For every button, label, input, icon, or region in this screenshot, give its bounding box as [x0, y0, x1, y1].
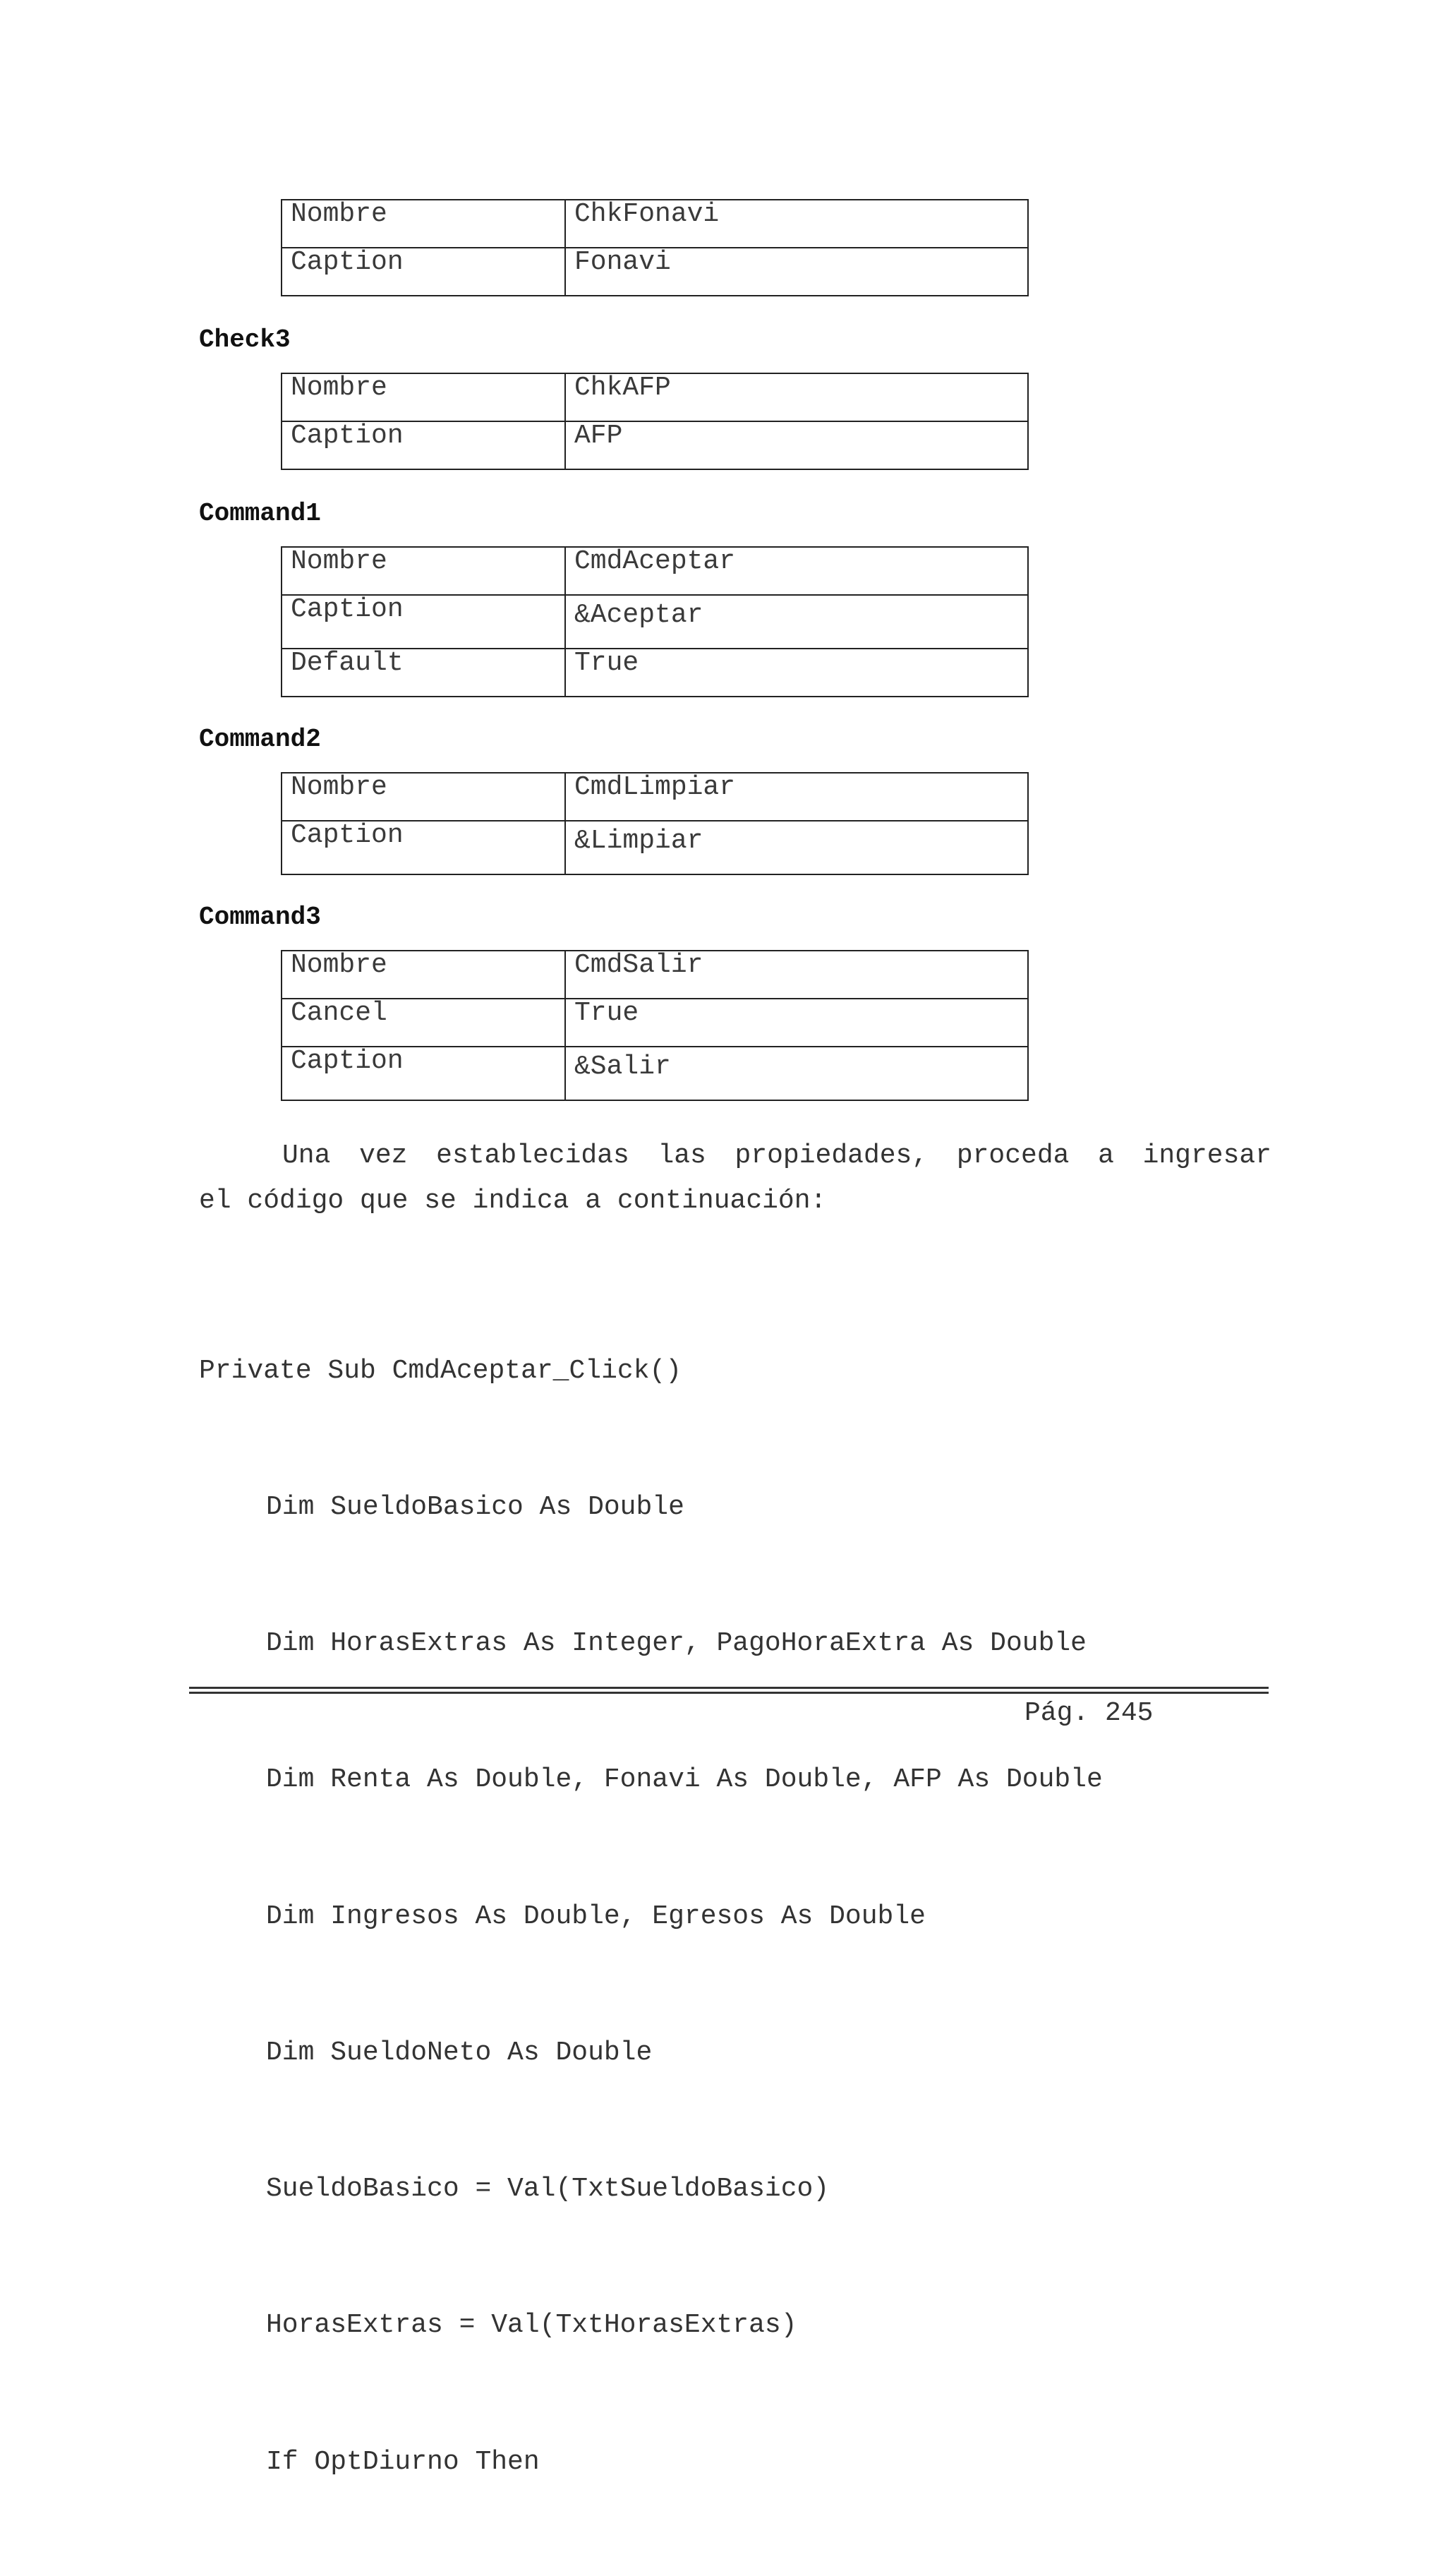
table-row	[282, 999, 1028, 1047]
table-row	[282, 373, 1028, 421]
property-name-cell: Caption	[282, 595, 565, 649]
code-line: SueldoBasico = Val(TxtSueldoBasico)	[266, 2174, 830, 2205]
property-name-cell: Nombre	[282, 200, 565, 248]
caption-value: &Salir	[574, 1052, 671, 1082]
property-name-cell: Nombre	[282, 773, 565, 821]
section-heading-command2: Command2	[199, 725, 321, 754]
table-row	[282, 200, 1028, 248]
body-paragraph	[199, 1133, 1271, 1224]
table-row	[282, 421, 1028, 469]
property-name-cell: Nombre	[282, 373, 565, 421]
section-heading-command3: Command3	[199, 903, 321, 932]
property-value-cell: CmdLimpiar	[565, 773, 1028, 821]
code-listing	[199, 1258, 1103, 2576]
property-value-cell: AFP	[565, 421, 1028, 469]
paragraph-line: Una vez establecidas las propiedades, proceda a ingresar	[282, 1140, 1271, 1171]
properties-table-command3	[281, 950, 1029, 1101]
section-heading-command1: Command1	[199, 499, 321, 528]
property-value-cell: CmdSalir	[565, 951, 1028, 999]
properties-table-chkfonavi	[281, 199, 1029, 296]
table-row	[282, 547, 1028, 595]
table-row	[282, 1047, 1028, 1100]
page-number: Pág. 245	[1024, 1698, 1154, 1728]
table-row	[282, 248, 1028, 296]
code-line: If OptDiurno Then	[266, 2446, 540, 2477]
property-name-cell: Caption	[282, 1047, 565, 1100]
code-line: Dim Renta As Double, Fonavi As Double, AFP As Double	[266, 1764, 1103, 1795]
property-value-cell: ChkFonavi	[565, 200, 1028, 248]
code-line: Dim SueldoBasico As Double	[266, 1492, 684, 1523]
property-name-cell: Nombre	[282, 951, 565, 999]
footer-rule	[189, 1692, 1269, 1694]
property-value-cell: True	[565, 649, 1028, 697]
code-line: Dim SueldoNeto As Double	[266, 2037, 653, 2068]
property-value-cell: True	[565, 999, 1028, 1047]
paragraph-line: el código que se indica a continuación:	[199, 1186, 827, 1216]
table-row	[282, 773, 1028, 821]
properties-table-command2	[281, 772, 1029, 875]
property-value-cell: Fonavi	[565, 248, 1028, 296]
caption-value: &Limpiar	[574, 826, 703, 856]
table-row	[282, 821, 1028, 874]
property-name-cell: Nombre	[282, 547, 565, 595]
caption-value: &Aceptar	[574, 600, 703, 630]
footer-rule	[189, 1687, 1269, 1689]
property-value-cell	[565, 1047, 1028, 1100]
table-row	[282, 649, 1028, 697]
table-row	[282, 951, 1028, 999]
code-line: HorasExtras = Val(TxtHorasExtras)	[266, 2310, 797, 2341]
properties-table-check3	[281, 373, 1029, 470]
code-line: Private Sub CmdAceptar_Click()	[199, 1355, 682, 1386]
property-value-cell	[565, 821, 1028, 874]
property-value-cell	[565, 595, 1028, 649]
property-name-cell: Default	[282, 649, 565, 697]
table-row	[282, 595, 1028, 649]
code-line: Dim HorasExtras As Integer, PagoHoraExtra As Double	[266, 1628, 1087, 1659]
properties-table-command1	[281, 546, 1029, 697]
code-line: Dim Ingresos As Double, Egresos As Double	[266, 1901, 926, 1932]
property-name-cell: Caption	[282, 421, 565, 469]
property-name-cell: Caption	[282, 248, 565, 296]
property-name-cell: Cancel	[282, 999, 565, 1047]
section-heading-check3: Check3	[199, 325, 291, 354]
property-name-cell: Caption	[282, 821, 565, 874]
property-value-cell: CmdAceptar	[565, 547, 1028, 595]
property-value-cell: ChkAFP	[565, 373, 1028, 421]
